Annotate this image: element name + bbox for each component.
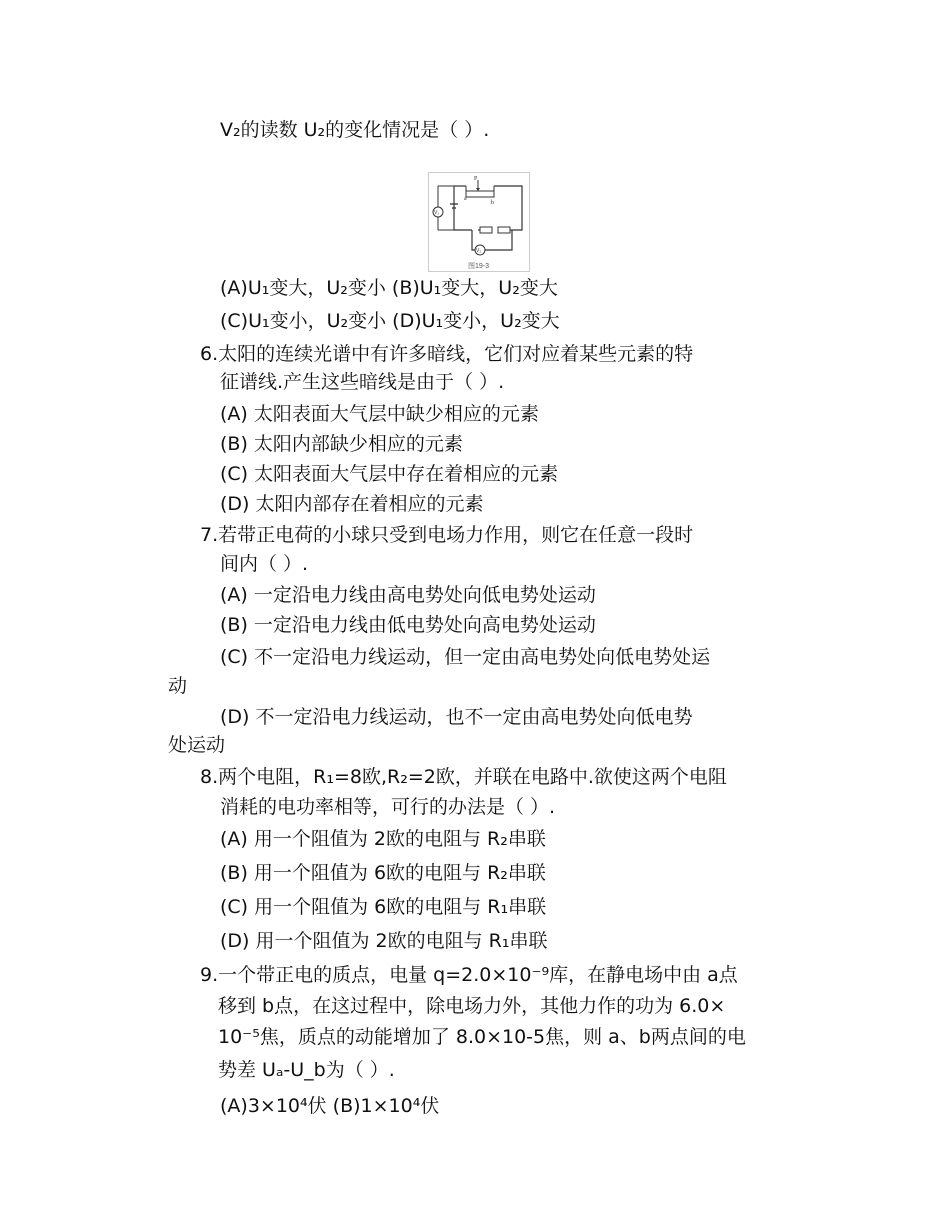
label-p: P xyxy=(474,176,478,182)
text-line: 移到 b点，在这过程中，除电场力外，其他力作的功为 6.0× xyxy=(218,995,726,1017)
option-c: (C) 用一个阻值为 6欧的电阻与 R₁串联 xyxy=(220,896,547,918)
option-c: (C) 不一定沿电力线运动，但一定由高电势处向低电势处运 xyxy=(220,646,711,668)
meter-v2-label: V₂ xyxy=(476,248,482,254)
text-line: 动 xyxy=(168,675,188,697)
option-b: (B) 用一个阻值为 6欧的电阻与 R₂串联 xyxy=(220,862,546,884)
option-b: (B) 一定沿电力线由低电势处向高电势处运动 xyxy=(220,614,596,636)
option-ab: (A)3×10⁴伏 (B)1×10⁴伏 xyxy=(220,1095,440,1117)
option-a: (A) 用一个阻值为 2欧的电阻与 R₂串联 xyxy=(220,828,546,850)
text-line: 处运动 xyxy=(168,734,226,756)
question-9-line: 9.一个带正电的质点，电量 q=2.0×10⁻⁹库，在静电场中由 a点 xyxy=(200,964,738,986)
question-6-line: 6.太阳的连续光谱中有许多暗线，它们对应着某些元素的特 xyxy=(200,343,694,365)
question-7-line: 7.若带正电荷的小球只受到电场力作用，则它在任意一段时 xyxy=(200,524,694,546)
question-8-line: 8.两个电阻，R₁=8欧,R₂=2欧，并联在电路中.欲使这两个电阻 xyxy=(200,766,727,788)
text-line: V₂的读数 U₂的变化情况是（ ）. xyxy=(220,119,490,141)
text-line: (A)U₁变大，U₂变小 (B)U₁变大，U₂变大 xyxy=(220,277,558,299)
option-d: (D) 不一定沿电力线运动，也不一定由高电势处向低电势 xyxy=(220,706,693,728)
option-a: (A) 一定沿电力线由高电势处向低电势处运动 xyxy=(220,584,596,606)
text-line: 间内（ ）. xyxy=(220,553,309,575)
circuit-diagram xyxy=(428,172,530,272)
option-a: (A) 太阳表面大气层中缺少相应的元素 xyxy=(220,403,539,425)
meter-v1-label: V₁ xyxy=(434,210,440,216)
label-a: a xyxy=(464,196,467,202)
option-d: (D) 用一个阻值为 2欧的电阻与 R₁串联 xyxy=(220,930,548,952)
text-line: (C)U₁变小，U₂变小 (D)U₁变小，U₂变大 xyxy=(220,310,560,332)
text-line: 10⁻⁵焦，质点的动能增加了 8.0×10-5焦，则 a、b两点间的电 xyxy=(218,1026,746,1048)
text-line: 征谱线.产生这些暗线是由于（ ）. xyxy=(220,371,505,393)
text-line: 势差 Uₐ-U_b为（ ）. xyxy=(218,1059,395,1081)
label-b: b xyxy=(491,200,494,206)
text-line: 消耗的电功率相等，可行的办法是（ ）. xyxy=(220,796,556,818)
option-c: (C) 太阳表面大气层中存在着相应的元素 xyxy=(220,463,559,485)
figure-caption: 图19-3 xyxy=(468,263,490,270)
option-b: (B) 太阳内部缺少相应的元素 xyxy=(220,433,463,455)
option-d: (D) 太阳内部存在着相应的元素 xyxy=(220,493,484,515)
